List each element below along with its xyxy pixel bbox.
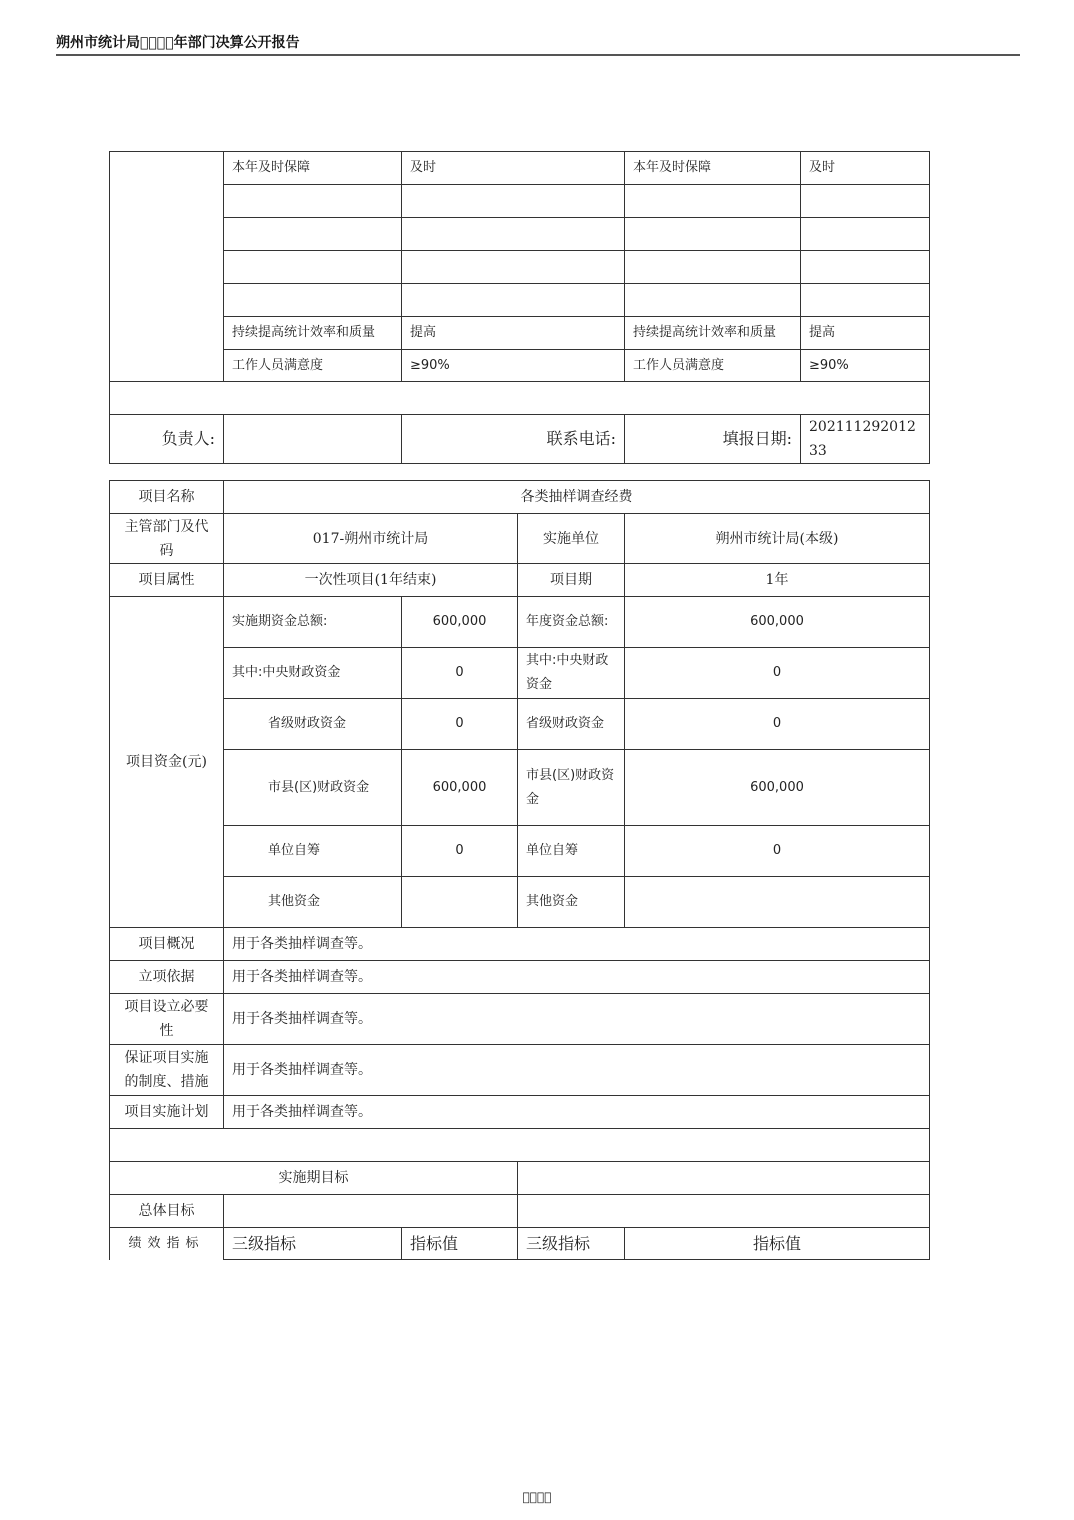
fund-item-value-2: 0: [625, 826, 930, 877]
fund-item-value: 0: [402, 826, 518, 877]
table-row: [110, 1129, 930, 1162]
perf-label: 绩效指标: [110, 1228, 224, 1260]
fund-item-label: 其中:中央财政资金: [224, 648, 402, 699]
table-row: [110, 382, 930, 415]
table-cell: [801, 284, 930, 317]
attr-label: 项目属性: [110, 564, 224, 597]
table-row: [110, 251, 930, 284]
overview-label: 项目实施计划: [110, 1096, 224, 1129]
fund-row: [110, 877, 930, 928]
table-cell: 提高: [801, 317, 930, 350]
unit-label: 实施单位: [518, 514, 625, 564]
fund-item-value-2: 0: [625, 699, 930, 750]
fund-item-value-2: 600,000: [625, 597, 930, 648]
blank-label-cell: [110, 152, 224, 382]
table-cell: 本年及时保障: [224, 152, 402, 185]
table-cell: 工作人员满意度: [224, 350, 402, 382]
overview-row: [110, 1096, 930, 1129]
fund-item-value-2: 0: [625, 648, 930, 699]
fund-item-value: [402, 877, 518, 928]
fund-item-label-2: 省级财政资金: [518, 699, 625, 750]
table-row: [110, 564, 930, 597]
goal-header-row: [110, 1162, 930, 1195]
goal-period-label: 实施期目标: [110, 1162, 518, 1195]
table-cell: [801, 185, 930, 218]
project-name-label: 项目名称: [110, 481, 224, 514]
overall-goal-label: 总体目标: [110, 1195, 224, 1228]
table-cell: [801, 218, 930, 251]
table-row: [110, 481, 930, 514]
fund-item-value-2: 600,000: [625, 750, 930, 826]
fund-row: [110, 826, 930, 877]
table-cell: [224, 218, 402, 251]
table-cell: [224, 251, 402, 284]
table-cell: [402, 185, 625, 218]
table-row: [110, 514, 930, 564]
table-row: [110, 350, 930, 382]
table-row: [110, 317, 930, 350]
fund-item-label: 其他资金: [224, 877, 402, 928]
fund-item-value: 600,000: [402, 750, 518, 826]
goal-row: [110, 1195, 930, 1228]
fund-item-value: 0: [402, 699, 518, 750]
date-label: 填报日期:: [625, 415, 801, 464]
goal-period-blank: [518, 1162, 930, 1195]
table-cell: ≥90%: [801, 350, 930, 382]
perf-col-header: 三级指标: [518, 1228, 625, 1260]
table-cell: [402, 284, 625, 317]
overview-label: 项目设立必要性: [110, 994, 224, 1045]
table-cell: [625, 185, 801, 218]
overview-label: 项目概况: [110, 928, 224, 961]
table-cell: [402, 218, 625, 251]
table-cell: [224, 284, 402, 317]
principal-value: [224, 415, 402, 464]
table-cell: [625, 218, 801, 251]
table-row: [110, 185, 930, 218]
table-cell: 持续提高统计效率和质量: [625, 317, 801, 350]
overview-label: 立项依据: [110, 961, 224, 994]
fund-item-label: 实施期资金总额:: [224, 597, 402, 648]
fund-row: [110, 648, 930, 699]
table-cell: 持续提高统计效率和质量: [224, 317, 402, 350]
overall-goal-value: [224, 1195, 518, 1228]
perf-header-row: [110, 1228, 930, 1260]
page-header: [56, 30, 1020, 56]
overview-row: [110, 928, 930, 961]
table-cell: ≥90%: [402, 350, 625, 382]
fund-item-value-2: [625, 877, 930, 928]
overview-value: 用于各类抽样调查等。: [224, 1096, 930, 1129]
fund-item-label-2: 单位自筹: [518, 826, 625, 877]
fund-item-label: 省级财政资金: [224, 699, 402, 750]
overview-row: [110, 994, 930, 1045]
table-cell: [625, 251, 801, 284]
fund-item-label: 市县(区)财政资金: [224, 750, 402, 826]
overall-goal-value-2: [518, 1195, 930, 1228]
signature-row: [110, 415, 930, 464]
table-cell: 工作人员满意度: [625, 350, 801, 382]
overview-value: 用于各类抽样调查等。: [224, 994, 930, 1045]
table-cell: [224, 185, 402, 218]
overview-row: [110, 961, 930, 994]
perf-col-header: 指标值: [625, 1228, 930, 1260]
attr-value: 一次性项目(1年结束): [224, 564, 518, 597]
table-cell: 及时: [402, 152, 625, 185]
overview-value: 用于各类抽样调查等。: [224, 928, 930, 961]
table-cell: [801, 251, 930, 284]
period-label: 项目期: [518, 564, 625, 597]
fund-item-label-2: 其他资金: [518, 877, 625, 928]
fund-item-label: 单位自筹: [224, 826, 402, 877]
perf-col-header: 指标值: [402, 1228, 518, 1260]
page-number:     : [522, 1490, 552, 1504]
perf-col-header: 三级指标: [224, 1228, 402, 1260]
fund-item-value: 600,000: [402, 597, 518, 648]
fund-item-label-2: 市县(区)财政资金: [518, 750, 625, 826]
table-cell: [402, 251, 625, 284]
principal-label: 负责人:: [110, 415, 224, 464]
project-name-value: 各类抽样调查经费: [224, 481, 930, 514]
table-cell: 及时: [801, 152, 930, 185]
table-row: [110, 152, 930, 185]
report-title: 朔州市统计局    年部门决算公开报告: [56, 35, 300, 51]
dept-value: 017-朔州市统计局: [224, 514, 518, 564]
overview-label: 保证项目实施的制度、措施: [110, 1045, 224, 1096]
table-row: [110, 284, 930, 317]
phone-label: 联系电话:: [402, 415, 625, 464]
fund-item-value: 0: [402, 648, 518, 699]
dept-label: 主管部门及代码: [110, 514, 224, 564]
fund-row: [110, 597, 930, 648]
fund-item-label-2: 其中:中央财政资金: [518, 648, 625, 699]
blank-row: [110, 382, 930, 415]
table-cell: [625, 284, 801, 317]
period-value: 1年: [625, 564, 930, 597]
date-value: 20211129201233: [801, 415, 930, 464]
overview-value: 用于各类抽样调查等。: [224, 1045, 930, 1096]
table-row: [110, 218, 930, 251]
fund-item-label-2: 年度资金总额:: [518, 597, 625, 648]
table-cell: 提高: [402, 317, 625, 350]
fund-label: 项目资金(元): [110, 597, 224, 928]
overview-value: 用于各类抽样调查等。: [224, 961, 930, 994]
blank-row: [110, 1129, 930, 1162]
fund-row: [110, 750, 930, 826]
fund-row: [110, 699, 930, 750]
overview-row: [110, 1045, 930, 1096]
project-budget-table: [109, 480, 930, 1260]
table-cell: 本年及时保障: [625, 152, 801, 185]
performance-table-continued: [109, 151, 930, 464]
unit-value: 朔州市统计局(本级): [625, 514, 930, 564]
